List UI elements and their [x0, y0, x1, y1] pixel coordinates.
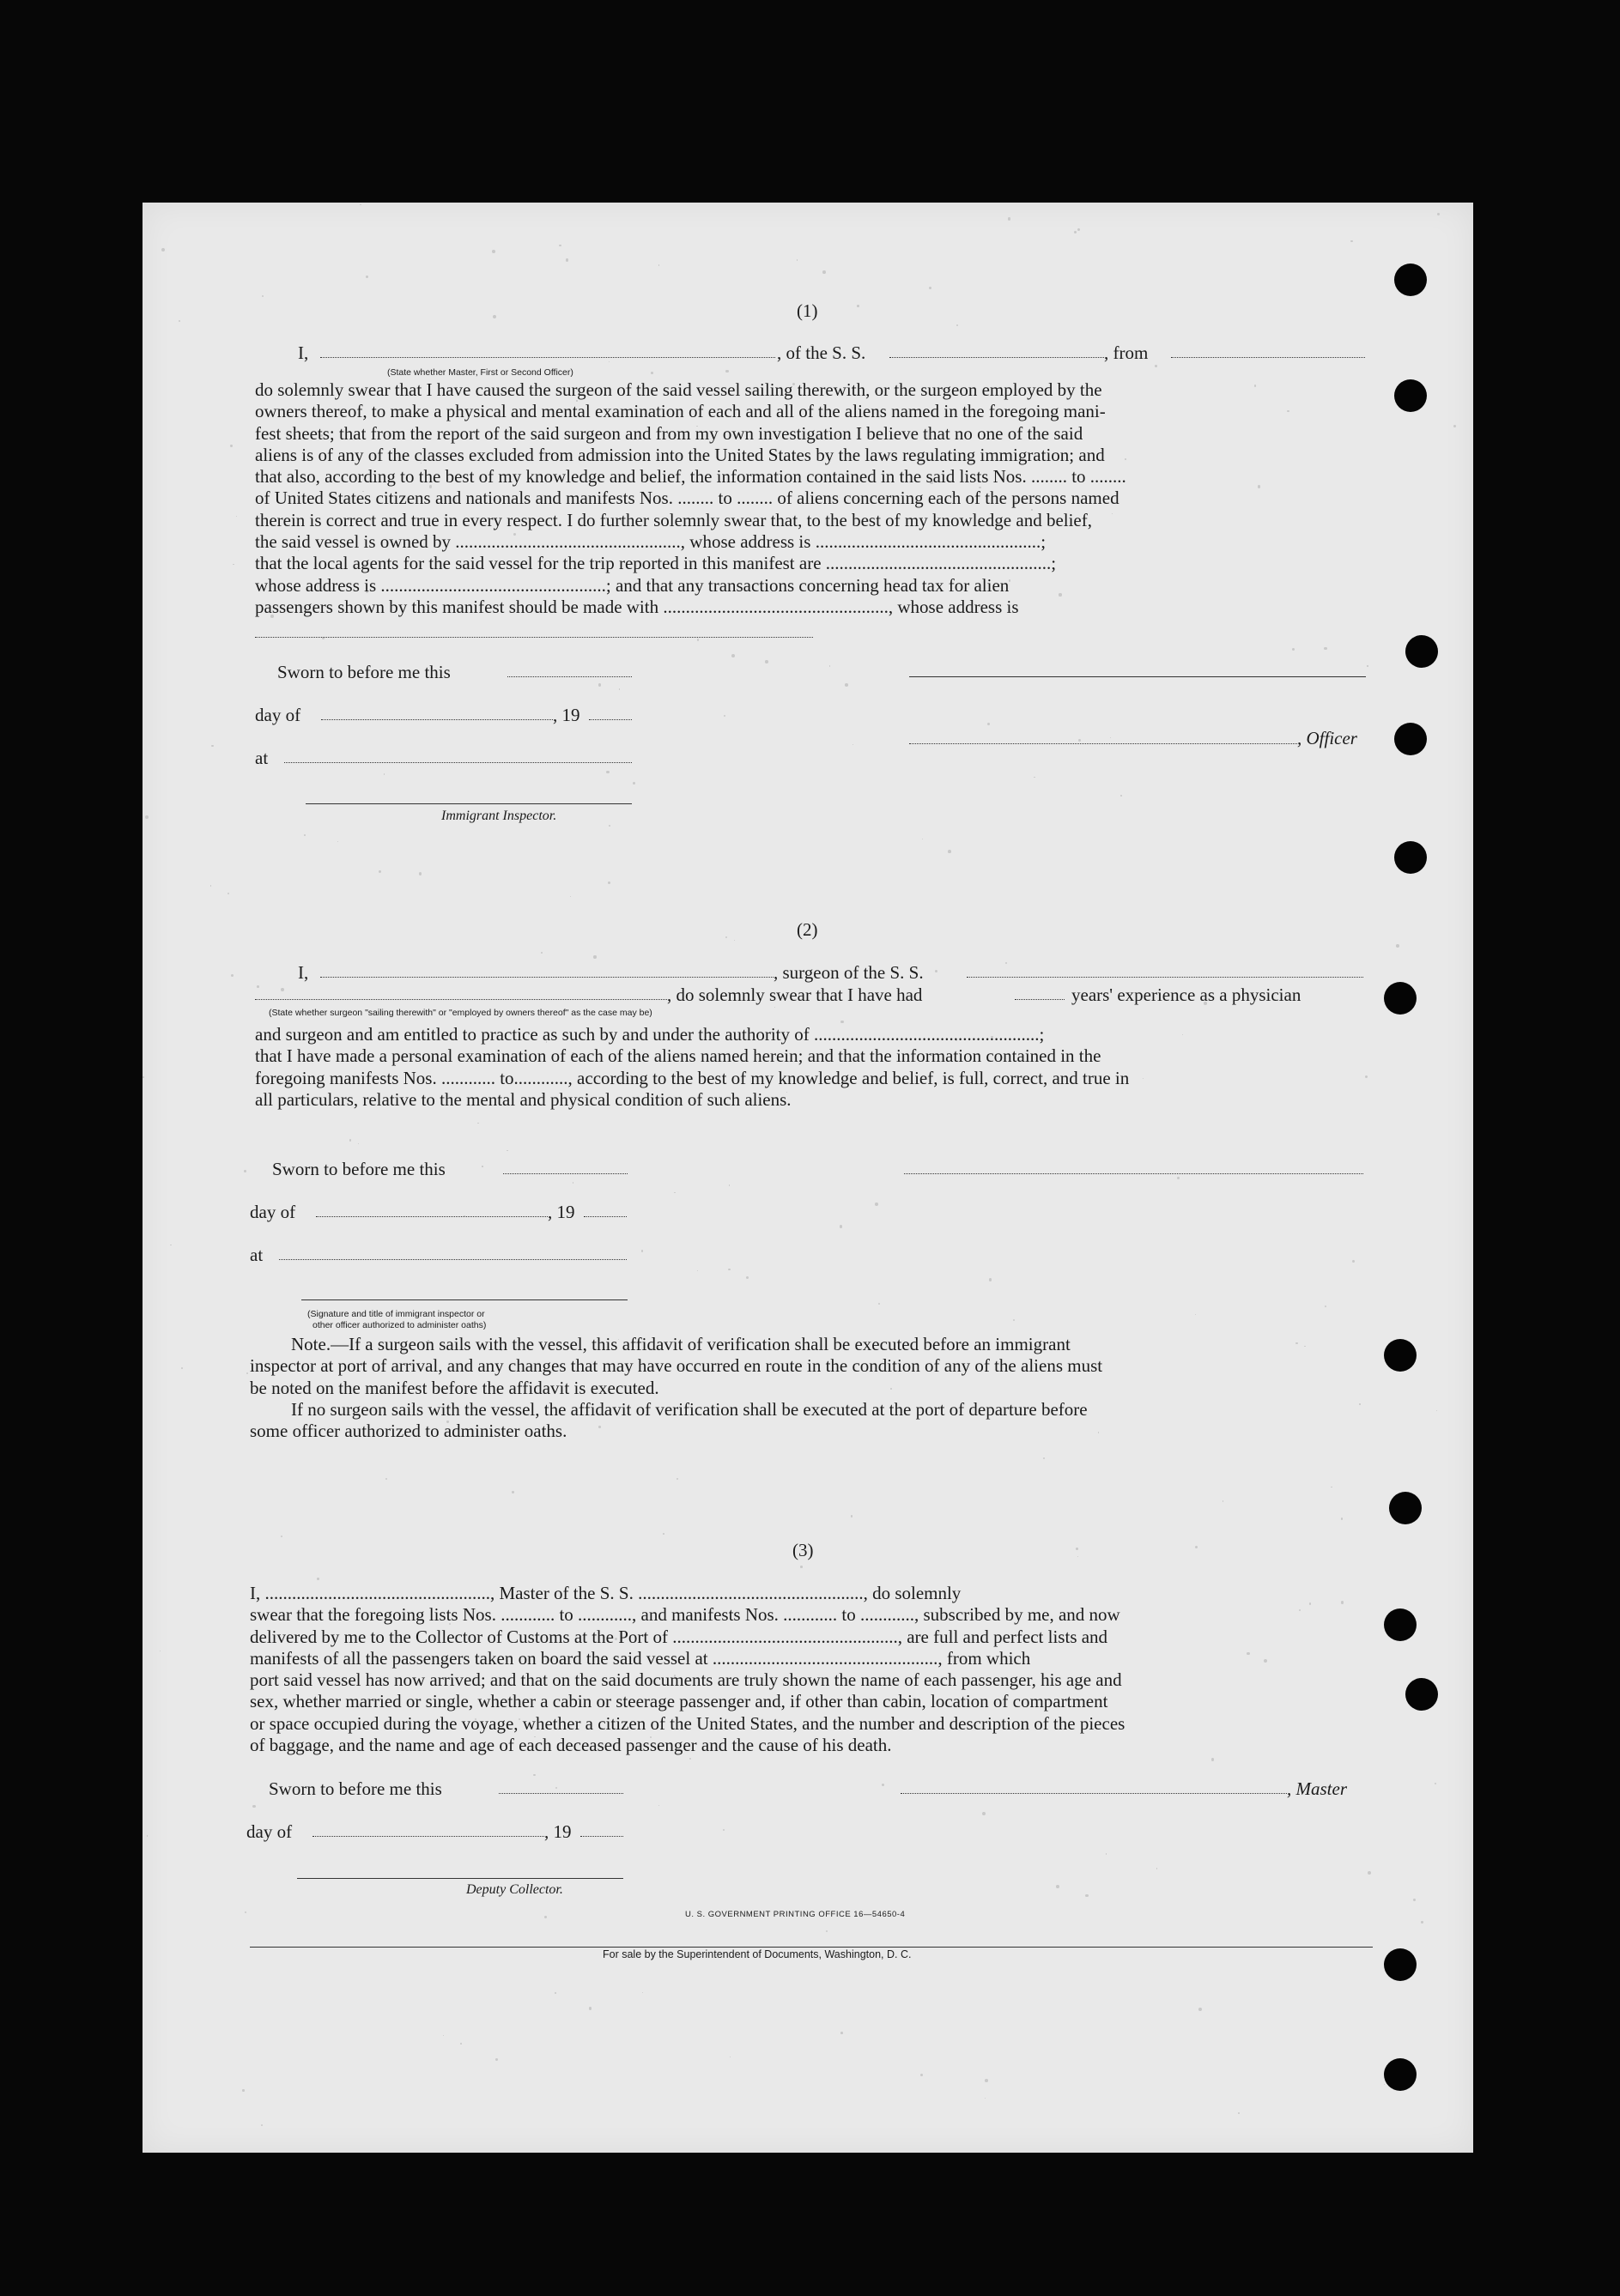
punch-hole: [1384, 2058, 1417, 2091]
s3-sworn-label: Sworn to before me this: [269, 1778, 442, 1799]
s2-inspector-line: [301, 1299, 628, 1300]
footer-rule: [250, 1947, 1373, 1948]
note-line: be noted on the manifest before the affidavit is executed.: [250, 1377, 659, 1398]
s3-line: delivered by me to the Collector of Customs at the Port of .................................................., are full and perfect lists and: [250, 1626, 1108, 1647]
punch-hole: [1394, 841, 1427, 874]
paper-speck: [566, 258, 568, 261]
paper-speck: [1195, 1546, 1198, 1548]
paper-speck: [1110, 737, 1111, 738]
paper-speck: [179, 320, 180, 322]
section-2-paragraph: [255, 1024, 1367, 1111]
punch-hole: [1394, 723, 1427, 755]
s1-line: owners thereof, to make a physical and mental examination of each and all of the aliens named in the foregoing mani-: [255, 401, 1106, 422]
s1-line: the said vessel is owned by .................................................., whose address is ..................................................;: [255, 531, 1047, 553]
paper-speck: [797, 259, 798, 260]
section-1-number: (1): [797, 300, 818, 321]
punch-hole: [1384, 1948, 1417, 1981]
vessel-name-line: [889, 357, 1104, 358]
paper-speck: [541, 952, 543, 954]
paper-speck: [246, 1372, 249, 1375]
paper-speck: [857, 305, 859, 307]
paper-speck: [982, 1812, 986, 1815]
s2-vessel-line: [967, 977, 1363, 978]
paper-speck: [609, 361, 610, 362]
paper-speck: [1195, 1314, 1197, 1316]
paper-speck: [677, 1478, 678, 1480]
s3-line: sex, whether married or single, whether a cabin or steerage passenger and, if other than cabin, location of compartment: [250, 1691, 1108, 1712]
paper-speck: [987, 723, 990, 725]
s2-at-label: at: [250, 1245, 264, 1265]
paper-speck: [765, 660, 768, 663]
paper-speck: [1077, 228, 1080, 231]
paper-speck: [244, 1170, 246, 1172]
paper-speck: [236, 516, 238, 518]
paper-speck: [1435, 1783, 1436, 1784]
paper-speck: [555, 1992, 556, 1994]
paper-speck: [840, 1225, 842, 1227]
section-1-paragraph: [255, 379, 1367, 618]
paper-speck: [559, 245, 561, 247]
paper-speck: [1325, 1306, 1326, 1307]
paper-speck: [734, 940, 735, 941]
paper-speck: [1034, 777, 1035, 778]
s1-line: aliens is of any of the classes excluded from admission into the United States by the laws regulating immigration; and: [255, 444, 1105, 465]
paper-speck: [641, 1250, 643, 1251]
s1-at-label: at: [255, 748, 269, 768]
paper-speck: [663, 1533, 664, 1535]
paper-speck: [1074, 231, 1077, 233]
for-sale-note: For sale by the Superintendent of Documents, Washington, D. C.: [603, 1948, 912, 1960]
paper-speck: [948, 850, 951, 853]
officer-name-line: [320, 357, 775, 358]
paper-speck: [633, 782, 635, 785]
punch-hole: [1405, 1678, 1438, 1711]
paper-speck: [1453, 425, 1456, 427]
s2-sig-note-1: (Signature and title of immigrant inspector or: [307, 1309, 485, 1319]
paper-speck: [822, 270, 826, 274]
paper-speck: [697, 639, 699, 640]
paper-speck: [1436, 1410, 1437, 1411]
paper-speck: [658, 1805, 659, 1806]
paper-speck: [366, 276, 368, 278]
s2-surgeon-type-line: [255, 999, 667, 1000]
s1-sworn-label: Sworn to before me this: [277, 662, 451, 682]
s3-sworn-line: [499, 1793, 623, 1794]
paper-speck: [826, 1930, 828, 1932]
s3-line: or space occupied during the voyage, whether a citizen of the United States, and the number and description of the pieces: [250, 1712, 1126, 1734]
paper-speck: [233, 564, 234, 565]
paper-speck: [544, 1916, 548, 1919]
paper-speck: [989, 1278, 992, 1281]
note-line: If no surgeon sails with the vessel, the affidavit of verification shall be executed at the port of departure before: [291, 1398, 1088, 1420]
s2-signature-line: [904, 1173, 1363, 1174]
paper-speck: [800, 1566, 802, 1567]
paper-speck: [1106, 1853, 1107, 1854]
s1-line: therein is correct and true in every respect. I do further solemnly swear that, to the best of my knowledge and belief,: [255, 509, 1092, 530]
paper-speck: [619, 688, 620, 689]
paper-speck: [608, 881, 610, 884]
paper-speck: [210, 885, 212, 887]
paper-speck: [1008, 217, 1011, 221]
s2-day-line: [316, 1216, 548, 1217]
paper-speck: [1076, 1548, 1078, 1550]
paper-speck: [1155, 365, 1157, 367]
s3-day-line: [312, 1836, 544, 1837]
paper-speck: [1368, 1871, 1371, 1875]
paper-speck: [228, 893, 229, 894]
note-line: inspector at port of arrival, and any changes that may have occurred en route in the condition of any of the aliens must: [250, 1355, 1103, 1377]
printing-office-note: U. S. GOVERNMENT PRINTING OFFICE 16—54650-4: [685, 1910, 906, 1919]
paper-speck: [1056, 1885, 1059, 1888]
s2-years-line: [1015, 999, 1065, 1000]
paper-speck: [495, 2058, 498, 2061]
paper-speck: [349, 1139, 351, 1141]
paper-speck: [261, 2124, 263, 2126]
paper-speck: [1085, 1894, 1088, 1897]
paper-speck: [379, 870, 381, 873]
punch-hole: [1384, 1339, 1417, 1372]
paper-speck: [533, 1774, 536, 1777]
paper-speck: [929, 287, 931, 289]
paper-speck: [729, 1184, 731, 1186]
s1-inspector-line: [306, 803, 632, 804]
paper-speck: [609, 825, 610, 827]
paper-speck: [728, 1269, 730, 1270]
surgeon-of-label: , surgeon of the S. S.: [774, 962, 924, 983]
s3-day-of-label: day of: [246, 1821, 293, 1842]
paper-speck: [281, 988, 284, 991]
note-line: some officer authorized to administer oaths.: [250, 1421, 567, 1442]
paper-speck: [985, 2079, 988, 2082]
paper-speck: [570, 896, 571, 897]
s2-line: all particulars, relative to the mental and physical condition of such aliens.: [255, 1088, 792, 1110]
paper-speck: [1211, 1758, 1215, 1761]
paper-speck: [724, 715, 725, 717]
paper-speck: [851, 1515, 852, 1517]
paper-speck: [1352, 1260, 1355, 1263]
paper-speck: [145, 815, 149, 819]
paper-speck: [281, 1536, 282, 1537]
paper-speck: [211, 745, 213, 747]
paper-speck: [143, 1076, 144, 1078]
section-2-note: [250, 1334, 1366, 1442]
s2-swear-label: , do solemnly swear that I have had: [667, 984, 923, 1005]
paper-speck: [598, 683, 602, 687]
paper-speck: [606, 771, 609, 773]
paper-speck: [589, 2007, 592, 2009]
paper-speck: [384, 773, 385, 774]
paper-speck: [956, 324, 958, 326]
s3-master-line: [901, 1793, 1287, 1794]
surgeon-note: (State whether surgeon "sailing therewith" or "employed by owners thereof" as the case may be): [269, 1008, 652, 1018]
s1-line: fest sheets; that from the report of the said surgeon and from my own investigation I believe that no one of the said: [255, 422, 1083, 444]
s1-at-line: [284, 762, 632, 763]
s2-year-label: , 19: [548, 1202, 575, 1222]
section-3-paragraph: [250, 1583, 1366, 1756]
paper-speck: [492, 250, 495, 253]
paper-speck: [829, 665, 830, 666]
s3-line: of baggage, and the name and age of each deceased passenger and the cause of his death.: [250, 1735, 892, 1756]
punch-hole: [1394, 379, 1427, 412]
paper-speck: [642, 1992, 643, 1993]
s1-line: do solemnly swear that I have caused the surgeon of the said vessel sailing therewith, or the surgeon employed by the: [255, 379, 1102, 400]
paper-speck: [674, 1192, 676, 1194]
paper-speck: [419, 872, 422, 875]
paper-speck: [1421, 1921, 1423, 1923]
s1-inspector-caption: Immigrant Inspector.: [441, 809, 557, 823]
paper-speck: [443, 2035, 444, 2036]
paper-speck: [651, 372, 653, 374]
paper-speck: [1077, 1556, 1078, 1557]
paper-speck: [697, 1270, 699, 1272]
paper-speck: [1198, 2008, 1202, 2011]
paper-speck: [181, 1367, 183, 1369]
section-2-i: I,: [298, 962, 309, 983]
paper-speck: [1005, 962, 1008, 965]
surgeon-name-line: [320, 977, 774, 978]
paper-speck: [358, 1143, 359, 1144]
paper-speck: [1238, 2112, 1240, 2114]
s2-year-line: [584, 1216, 627, 1217]
paper-speck: [385, 1478, 387, 1480]
paper-speck: [360, 204, 361, 205]
paper-speck: [555, 1787, 557, 1789]
paper-speck: [840, 1021, 844, 1024]
paper-speck: [593, 955, 596, 958]
officer-note: (State whether Master, First or Second Officer): [387, 367, 573, 378]
paper-speck: [875, 1203, 878, 1206]
paper-speck: [1437, 213, 1440, 215]
from-label: , from: [1104, 342, 1149, 363]
paper-speck: [231, 974, 234, 977]
s1-line: that also, according to the best of my knowledge and belief, the information contained in the said lists Nos. ........ to ........: [255, 466, 1126, 488]
paper-speck: [723, 1829, 725, 1831]
of-the-ss-label: , of the S. S.: [777, 342, 866, 363]
paper-speck: [1413, 1899, 1416, 1901]
paper-speck: [852, 744, 853, 745]
s2-sig-note-2: other officer authorized to administer oaths): [312, 1320, 487, 1330]
paper-speck: [512, 1491, 514, 1493]
section-1-i: I,: [298, 342, 309, 363]
paper-speck: [242, 2089, 244, 2091]
section-2-number: (2): [797, 919, 818, 940]
s1-day-line: [321, 719, 553, 720]
paper-speck: [161, 248, 165, 251]
s1-line: whose address is ..................................................; and that any transactions concerning head tax for alien: [255, 574, 1010, 596]
s2-years-label: years' experience as a physician: [1071, 984, 1301, 1005]
paper-speck: [1078, 739, 1081, 742]
paper-speck: [935, 970, 938, 973]
section-3-number: (3): [792, 1540, 814, 1560]
paper-speck: [252, 1805, 256, 1808]
s3-deputy-caption: Deputy Collector.: [466, 1882, 563, 1897]
s2-day-of-label: day of: [250, 1202, 296, 1222]
s2-line: foregoing manifests Nos. ............ to............, according to the best of my knowledge and belief, is full, correct, and true in: [255, 1067, 1130, 1088]
from-port-line: [1171, 357, 1365, 358]
paper-speck: [746, 1276, 749, 1279]
paper-speck: [731, 654, 735, 657]
s1-officer-line: [909, 743, 1297, 744]
s1-sworn-line: [507, 676, 632, 677]
paper-speck: [460, 2043, 462, 2045]
s3-year-label: , 19: [544, 1821, 572, 1842]
s1-signature-line: [909, 676, 1366, 677]
paper-speck: [920, 2074, 923, 2076]
paper-speck: [1396, 944, 1399, 948]
paper-speck: [1341, 1518, 1343, 1519]
paper-speck: [774, 1007, 775, 1008]
paper-speck: [262, 295, 264, 297]
paper-speck: [689, 1758, 692, 1760]
s1-year-line: [589, 719, 632, 720]
s1-officer-label: , Officer: [1297, 728, 1357, 748]
s3-line: I, .................................................., Master of the S. S. .................................................., do solemnly: [250, 1583, 962, 1603]
paper-speck: [840, 2032, 843, 2034]
s3-line: port said vessel has now arrived; and that on the said documents are truly shown the name of each passenger, his age and: [250, 1669, 1122, 1691]
punch-hole: [1389, 1492, 1422, 1524]
paper-speck: [1384, 2084, 1385, 2085]
s1-day-of-label: day of: [255, 705, 301, 725]
paper-speck: [882, 1784, 884, 1786]
s1-line: that the local agents for the said vessel for the trip reported in this manifest are ..................................................;: [255, 553, 1057, 574]
paper-speck: [1120, 795, 1122, 797]
paper-speck: [304, 834, 306, 836]
s3-line: swear that the foregoing lists Nos. ............ to ............, and manifests Nos. ............ to ............, subscribed by me, and now: [250, 1604, 1120, 1626]
paper-speck: [245, 1911, 246, 1913]
paper-speck: [230, 445, 232, 446]
form-paper: [143, 203, 1473, 2153]
paper-speck: [493, 315, 496, 318]
punch-hole: [1394, 264, 1427, 296]
paper-speck: [1043, 1457, 1045, 1459]
paper-speck: [1013, 1319, 1015, 1321]
punch-hole: [1384, 1608, 1417, 1641]
s1-line: of United States citizens and nationals and manifests Nos. ........ to ........ of aliens concerning each of the persons named: [255, 488, 1119, 509]
paper-speck: [725, 936, 727, 938]
paper-speck: [1156, 1868, 1158, 1869]
paper-speck: [257, 985, 259, 988]
s2-line: that I have made a personal examination of each of the aliens named herein; and that the information contained in the: [255, 1045, 1101, 1067]
paper-speck: [985, 2098, 986, 2099]
note-line: Note.—If a surgeon sails with the vessel, this affidavit of verification shall be executed before an immigrant: [291, 1334, 1071, 1354]
s2-line: and surgeon and am entitled to practice as such by and under the authority of ..................................................;: [255, 1024, 1045, 1045]
paper-speck: [147, 1835, 149, 1837]
punch-hole: [1405, 635, 1438, 668]
paper-speck: [845, 683, 848, 687]
paper-speck: [337, 841, 338, 842]
paper-speck: [725, 370, 729, 373]
paper-speck: [317, 1578, 319, 1580]
s1-year-label: , 19: [553, 705, 580, 725]
paper-speck: [658, 264, 660, 266]
s2-sworn-line: [503, 1173, 628, 1174]
paper-speck: [477, 1123, 478, 1124]
paper-speck: [1350, 240, 1353, 243]
s3-deputy-line: [297, 1878, 623, 1879]
s2-sworn-label: Sworn to before me this: [272, 1159, 446, 1179]
s3-year-line: [580, 1836, 623, 1837]
paper-speck: [507, 1150, 508, 1152]
paper-speck: [1367, 665, 1368, 666]
paper-speck: [878, 1303, 880, 1305]
s1-line: passengers shown by this manifest should be made with .................................................., whose address is: [255, 596, 1019, 617]
paper-speck: [1292, 648, 1295, 651]
s3-master-label: , Master: [1287, 1778, 1347, 1799]
paper-speck: [1324, 647, 1327, 651]
s2-at-line: [279, 1259, 627, 1260]
agent-address-line: [255, 637, 813, 638]
s3-line: manifests of all the passengers taken on board the said vessel at .................................................., from which: [250, 1647, 1031, 1669]
punch-hole: [1384, 982, 1417, 1015]
paper-speck: [1177, 1177, 1180, 1179]
